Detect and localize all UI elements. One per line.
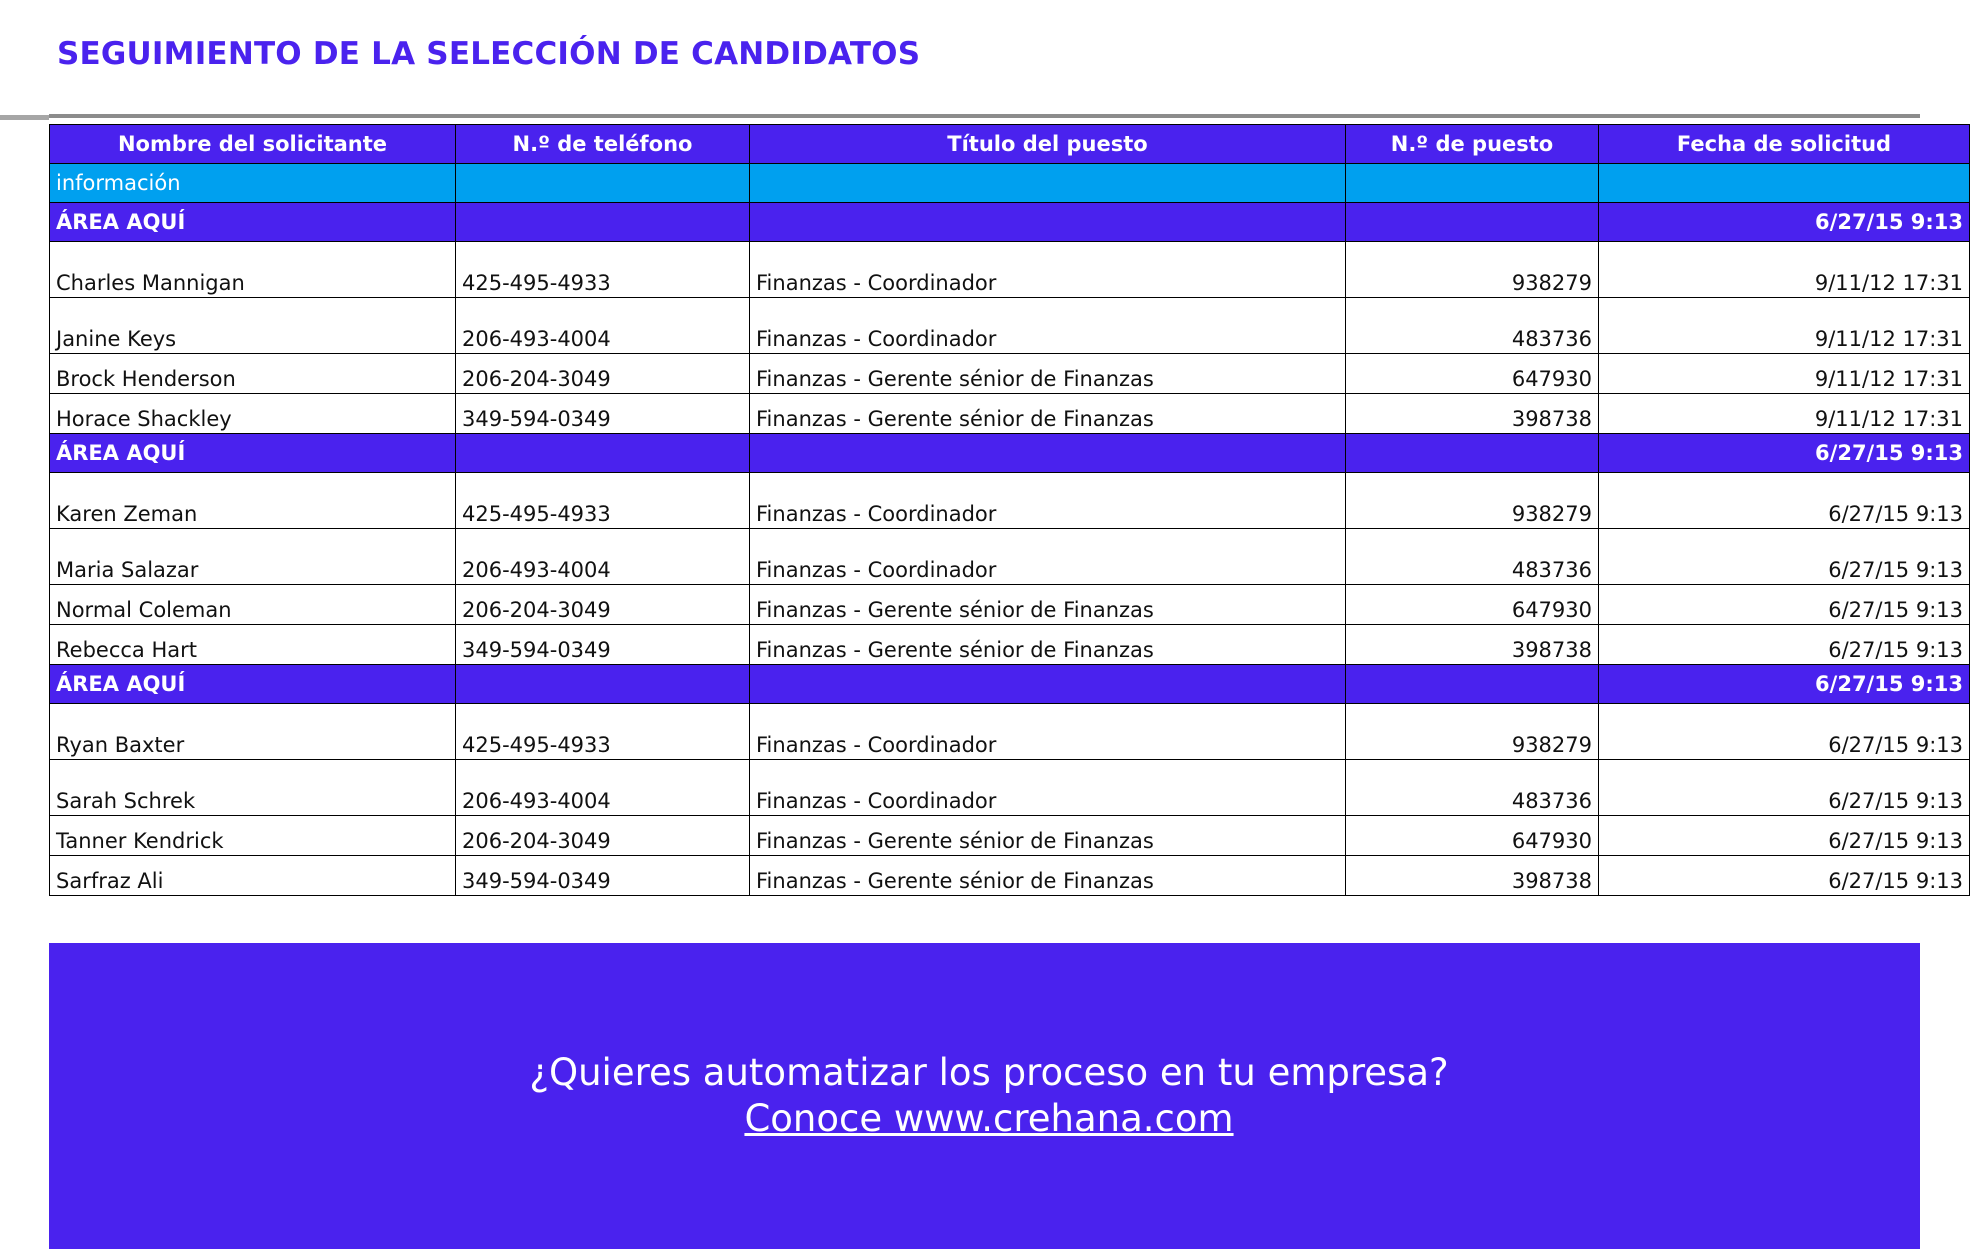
page-title: SEGUIMIENTO DE LA SELECCIÓN DE CANDIDATOS xyxy=(57,36,921,72)
cell-phone[interactable]: 206-204-3049 xyxy=(456,585,750,625)
info-label[interactable]: información xyxy=(50,164,456,203)
cell-application-date[interactable]: 6/27/15 9:13 xyxy=(1599,585,1970,625)
cell-applicant-name[interactable]: Ryan Baxter xyxy=(50,704,456,760)
cell-job-number[interactable]: 647930 xyxy=(1346,816,1599,856)
cell-application-date[interactable]: 9/11/12 17:31 xyxy=(1599,242,1970,298)
table-row xyxy=(50,529,1970,585)
cell-phone[interactable]: 425-495-4933 xyxy=(456,704,750,760)
cell-phone[interactable]: 425-495-4933 xyxy=(456,242,750,298)
cell-applicant-name[interactable]: Karen Zeman xyxy=(50,473,456,529)
table-row xyxy=(50,625,1970,665)
table-header-row xyxy=(50,125,1970,164)
cell-job-number[interactable]: 647930 xyxy=(1346,585,1599,625)
cell-job-number[interactable]: 483736 xyxy=(1346,529,1599,585)
area-row xyxy=(50,434,1970,473)
cell-phone[interactable]: 206-204-3049 xyxy=(456,354,750,394)
cell-job-number[interactable]: 398738 xyxy=(1346,394,1599,434)
cell-job-title[interactable]: Finanzas - Gerente sénior de Finanzas xyxy=(750,394,1346,434)
header-job-number[interactable]: N.º de puesto xyxy=(1346,125,1599,164)
cell-application-date[interactable]: 6/27/15 9:13 xyxy=(1599,760,1970,816)
cell-application-date[interactable]: 6/27/15 9:13 xyxy=(1599,529,1970,585)
cell-application-date[interactable]: 6/27/15 9:13 xyxy=(1599,625,1970,665)
info-cell[interactable] xyxy=(750,164,1346,203)
area-date[interactable]: 6/27/15 9:13 xyxy=(1599,665,1970,704)
cell-applicant-name[interactable]: Normal Coleman xyxy=(50,585,456,625)
area-cell[interactable] xyxy=(456,203,750,242)
promo-banner xyxy=(49,943,1920,1249)
cell-job-title[interactable]: Finanzas - Gerente sénior de Finanzas xyxy=(750,625,1346,665)
table-row xyxy=(50,298,1970,354)
header-phone[interactable]: N.º de teléfono xyxy=(456,125,750,164)
cell-job-title[interactable]: Finanzas - Coordinador xyxy=(750,529,1346,585)
cell-job-title[interactable]: Finanzas - Gerente sénior de Finanzas xyxy=(750,354,1346,394)
cell-job-number[interactable]: 938279 xyxy=(1346,242,1599,298)
cell-job-title[interactable]: Finanzas - Gerente sénior de Finanzas xyxy=(750,816,1346,856)
cell-applicant-name[interactable]: Maria Salazar xyxy=(50,529,456,585)
area-cell[interactable] xyxy=(750,203,1346,242)
divider xyxy=(0,115,49,120)
info-cell[interactable] xyxy=(1346,164,1599,203)
area-cell[interactable] xyxy=(1346,203,1599,242)
table-row xyxy=(50,585,1970,625)
area-row xyxy=(50,203,1970,242)
cell-job-title[interactable]: Finanzas - Gerente sénior de Finanzas xyxy=(750,856,1346,896)
cell-job-title[interactable]: Finanzas - Coordinador xyxy=(750,473,1346,529)
area-label[interactable]: ÁREA AQUÍ xyxy=(50,434,456,473)
banner-question: ¿Quieres automatizar los proceso en tu empresa? xyxy=(529,1051,1449,1094)
cell-phone[interactable]: 206-493-4004 xyxy=(456,529,750,585)
cell-application-date[interactable]: 6/27/15 9:13 xyxy=(1599,704,1970,760)
cell-applicant-name[interactable]: Sarfraz Ali xyxy=(50,856,456,896)
cell-application-date[interactable]: 9/11/12 17:31 xyxy=(1599,298,1970,354)
cell-job-title[interactable]: Finanzas - Coordinador xyxy=(750,760,1346,816)
info-cell[interactable] xyxy=(1599,164,1970,203)
area-label[interactable]: ÁREA AQUÍ xyxy=(50,665,456,704)
area-date[interactable]: 6/27/15 9:13 xyxy=(1599,203,1970,242)
table-row xyxy=(50,394,1970,434)
cell-job-number[interactable]: 647930 xyxy=(1346,354,1599,394)
cell-phone[interactable]: 349-594-0349 xyxy=(456,856,750,896)
banner-link[interactable]: Conoce www.crehana.com xyxy=(744,1097,1234,1140)
cell-application-date[interactable]: 9/11/12 17:31 xyxy=(1599,354,1970,394)
cell-job-title[interactable]: Finanzas - Coordinador xyxy=(750,242,1346,298)
cell-applicant-name[interactable]: Horace Shackley xyxy=(50,394,456,434)
cell-job-number[interactable]: 938279 xyxy=(1346,473,1599,529)
table-row xyxy=(50,473,1970,529)
divider xyxy=(49,114,1920,118)
cell-job-title[interactable]: Finanzas - Coordinador xyxy=(750,704,1346,760)
cell-phone[interactable]: 349-594-0349 xyxy=(456,625,750,665)
cell-phone[interactable]: 206-493-4004 xyxy=(456,760,750,816)
header-job-title[interactable]: Título del puesto xyxy=(750,125,1346,164)
info-row xyxy=(50,164,1970,203)
candidate-table xyxy=(49,124,1970,896)
table-row xyxy=(50,760,1970,816)
cell-applicant-name[interactable]: Janine Keys xyxy=(50,298,456,354)
banner-text xyxy=(49,1050,1929,1142)
area-label[interactable]: ÁREA AQUÍ xyxy=(50,203,456,242)
table-row xyxy=(50,816,1970,856)
cell-job-title[interactable]: Finanzas - Coordinador xyxy=(750,298,1346,354)
cell-application-date[interactable]: 6/27/15 9:13 xyxy=(1599,473,1970,529)
cell-applicant-name[interactable]: Sarah Schrek xyxy=(50,760,456,816)
table-row xyxy=(50,856,1970,896)
info-cell[interactable] xyxy=(456,164,750,203)
cell-phone[interactable]: 349-594-0349 xyxy=(456,394,750,434)
area-cell[interactable] xyxy=(1346,665,1599,704)
cell-job-number[interactable]: 938279 xyxy=(1346,704,1599,760)
cell-job-number[interactable]: 398738 xyxy=(1346,625,1599,665)
area-cell[interactable] xyxy=(750,665,1346,704)
cell-job-number[interactable]: 483736 xyxy=(1346,760,1599,816)
cell-applicant-name[interactable]: Brock Henderson xyxy=(50,354,456,394)
cell-phone[interactable]: 206-493-4004 xyxy=(456,298,750,354)
cell-application-date[interactable]: 9/11/12 17:31 xyxy=(1599,394,1970,434)
cell-job-number[interactable]: 398738 xyxy=(1346,856,1599,896)
area-cell[interactable] xyxy=(750,434,1346,473)
area-date[interactable]: 6/27/15 9:13 xyxy=(1599,434,1970,473)
header-applicant-name[interactable]: Nombre del solicitante xyxy=(50,125,456,164)
cell-applicant-name[interactable]: Charles Mannigan xyxy=(50,242,456,298)
cell-applicant-name[interactable]: Tanner Kendrick xyxy=(50,816,456,856)
header-application-date[interactable]: Fecha de solicitud xyxy=(1599,125,1970,164)
table-row xyxy=(50,704,1970,760)
table-row xyxy=(50,242,1970,298)
area-cell[interactable] xyxy=(456,665,750,704)
area-row xyxy=(50,665,1970,704)
cell-job-number[interactable]: 483736 xyxy=(1346,298,1599,354)
cell-applicant-name[interactable]: Rebecca Hart xyxy=(50,625,456,665)
cell-job-title[interactable]: Finanzas - Gerente sénior de Finanzas xyxy=(750,585,1346,625)
cell-phone[interactable]: 425-495-4933 xyxy=(456,473,750,529)
area-cell[interactable] xyxy=(1346,434,1599,473)
table-row xyxy=(50,354,1970,394)
area-cell[interactable] xyxy=(456,434,750,473)
cell-application-date[interactable]: 6/27/15 9:13 xyxy=(1599,816,1970,856)
cell-phone[interactable]: 206-204-3049 xyxy=(456,816,750,856)
cell-application-date[interactable]: 6/27/15 9:13 xyxy=(1599,856,1970,896)
